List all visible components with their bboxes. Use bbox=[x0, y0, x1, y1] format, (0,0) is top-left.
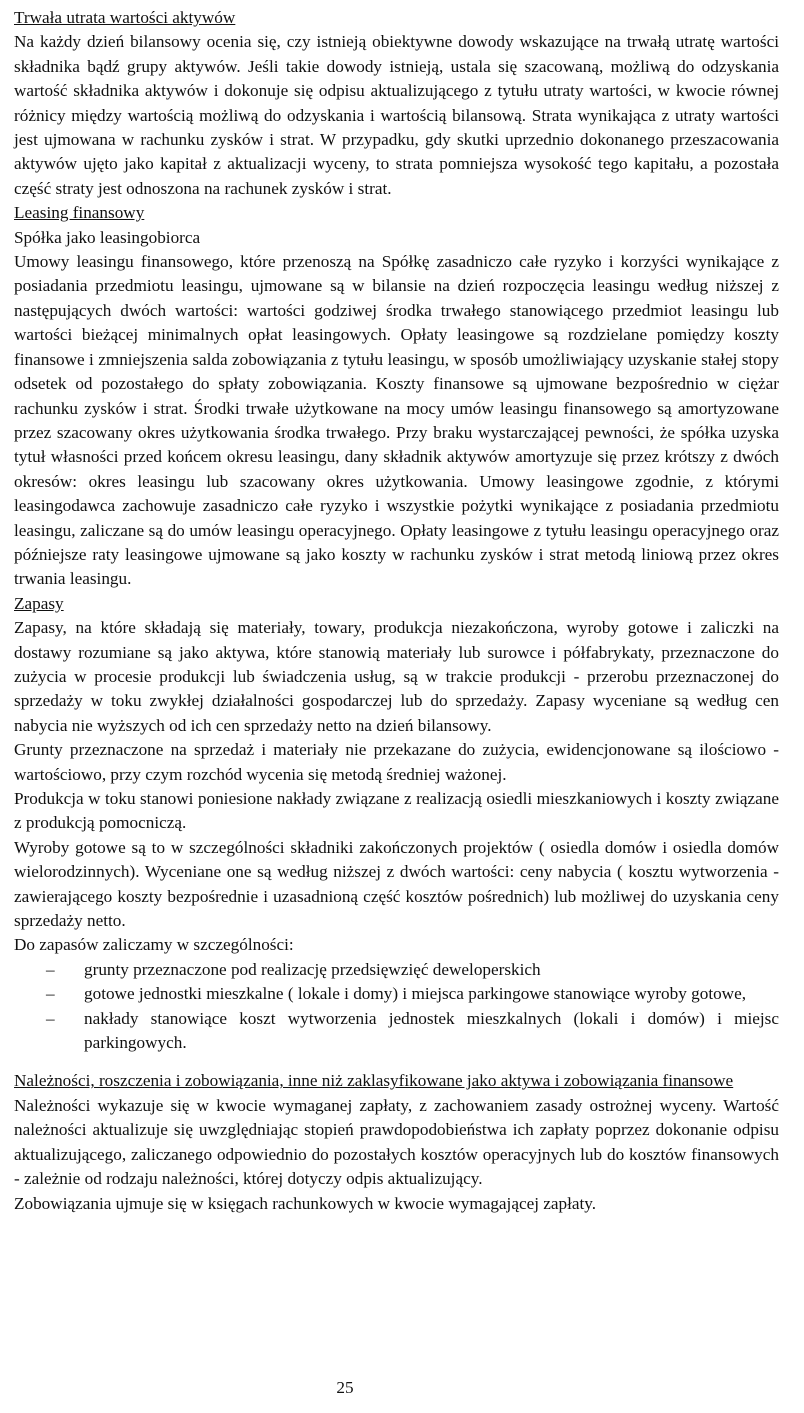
dash-bullet-icon: – bbox=[46, 984, 55, 1004]
page-number: 25 bbox=[336, 1378, 354, 1397]
paragraph-impairment: Na każdy dzień bilansowy ocenia się, czy istnieją obiektywne dowody wskazujące na trwałą utratę wartości składnika bądź grupy aktywów. Jeśli takie dowody istnieją, ustala się szacowaną, możliwą do odzyskania wartość składnika aktywów i dokonuje się odpisu aktualizującego z tytułu utraty wartości, w kwocie równej różnicy między wartością możliwą do odzyskania i wartością bilansową. Strata wynikająca z utraty wartości jest ujmowana w rachunku zysków i strat. W przypadku, gdy skutki uprzednio dokonanego przeszacowania aktywów ujęto jako kapitał z aktualizacji wyceny, to strata pomniejsza wysokość tego kapitału, a pozostała część straty jest odnoszona na rachunek zysków i strat. bbox=[14, 32, 779, 198]
section-heading-impairment: Trwała utrata wartości aktywów bbox=[14, 8, 236, 27]
list-item-text: gotowe jednostki mieszkalne ( lokale i domy) i miejsca parkingowe stanowiące wyroby gotowe, bbox=[84, 984, 747, 1004]
list-item bbox=[46, 958, 779, 982]
paragraph-receivables-2: Zobowiązania ujmuje się w księgach rachunkowych w kwocie wymagającej zapłaty. bbox=[14, 1193, 597, 1213]
paragraph-inventory-1: Zapasy, na które składają się materiały, towary, produkcja niezakończona, wyroby gotowe i zaliczki na dostawy rozumiane są jako aktywa, które stanowią materiały lub surowce i półfabrykaty, przeznaczone do zużycia w procesie produkcji lub świadczenia usług, są w trakcie produkcji - przerobu przeznaczonej do sprzedaży w toku zwykłej działalności gospodarczej lub do sprzedaży. Zapasy wyceniane są według cen nabycia nie wyższych od ich cen sprzedaży netto na dzień bilansowy. bbox=[14, 618, 779, 735]
dash-bullet-icon: – bbox=[46, 1008, 55, 1028]
paragraph-leasing: Umowy leasingu finansowego, które przenoszą na Spółkę zasadniczo całe ryzyko i korzyści wynikające z posiadania przedmiotu leasingu, ujmowane są w bilansie na dzień rozpoczęcia leasingu według niższej z następujących dwóch wartości: wartości godziwej środka trwałego stanowiącego przedmiot leasingu lub wartości bieżącej minimalnych opłat leasingowych. Opłaty leasingowe są rozdzielane pomiędzy koszty finansowe i zmniejszenia salda zobowiązania z tytułu leasingu, w sposób umożliwiający uzyskanie stałej stopy odsetek od pozostałego do spłaty zobowiązania. Koszty finansowe są ujmowane bezpośrednio w ciężar rachunku zysków i strat. Środki trwałe użytkowane na mocy umów leasingu finansowego są amortyzowane przez szacowany okres użytkowania środka trwałego. Przy braku wystarczającej pewności, że spółka uzyska tytuł własności przed końcem okresu leasingu, dany składnik aktywów amortyzuje się przez krótszy z dwóch okresów: okres leasingu lub szacowany okres użytkowania. Umowy leasingowe zgodnie, z którymi leasingodawca zachowuje zasadniczo całe ryzyko i wszystkie pożytki wynikające z posiadania przedmiotu leasingu, zaliczane są do umów leasingu operacyjnego. Opłaty leasingowe z tytułu leasingu operacyjnego oraz późniejsze raty leasingowe ujmowane są jako koszty w rachunku zysków i strat metodą liniową przez okres trwania leasingu. bbox=[14, 252, 779, 589]
paragraph-inventory-3: Produkcja w toku stanowi poniesione nakłady związane z realizacją osiedli mieszkaniowych i koszty związane z produkcją pomocniczą. bbox=[14, 789, 779, 833]
paragraph-inventory-5: Do zapasów zaliczamy w szczególności: bbox=[14, 935, 294, 955]
paragraph-receivables-1: Należności wykazuje się w kwocie wymaganej zapłaty, z zachowaniem zasady ostrożnej wyceny. Wartość należności aktualizuje się uwzględniając stopień prawdopodobieństwa ich zapłaty poprzez dokonanie odpisu aktualizującego, zaliczanego odpowiednio do pozostałych kosztów operacyjnych lub do kosztów finansowych - zależnie od rodzaju należności, której dotyczy odpis aktualizujący. bbox=[14, 1095, 779, 1189]
list-item bbox=[46, 1007, 779, 1056]
list-item bbox=[46, 982, 779, 1006]
paragraph-inventory-4: Wyroby gotowe są to w szczególności składniki zakończonych projektów ( osiedla domów i osiedla domów wielorodzinnych). Wyceniane one są według niższej z dwóch wartości: ceny nabycia ( kosztu wytworzenia - zawierającego koszty bezpośrednie i uzasadnioną część kosztów pośrednich) lub możliwej do uzyskania ceny sprzedaży netto. bbox=[14, 837, 779, 931]
spacer bbox=[14, 1055, 779, 1069]
section-heading-inventory: Zapasy bbox=[14, 593, 64, 613]
dash-bullet-icon: – bbox=[46, 959, 55, 979]
document-page bbox=[14, 6, 779, 1216]
inventory-list bbox=[14, 958, 779, 1056]
paragraph-inventory-2: Grunty przeznaczone na sprzedaż i materiały nie przekazane do zużycia, ewidencjonowane są ilościowo - wartościowo, przy czym rozchód wycenia się metodą średniej ważonej. bbox=[14, 740, 779, 784]
section-heading-receivables: Należności, roszczenia i zobowiązania, inne niż zaklasyfikowane jako aktywa i zobowiązania finansowe bbox=[14, 1071, 734, 1091]
list-item-text: grunty przeznaczone pod realizację przedsięwzięć deweloperskich bbox=[84, 959, 541, 979]
list-item-text: nakłady stanowiące koszt wytworzenia jednostek mieszkalnych (lokali i domów) i miejsc parkingowych. bbox=[84, 1008, 779, 1053]
subheading-lessee: Spółka jako leasingobiorca bbox=[14, 227, 201, 247]
section-heading-leasing: Leasing finansowy bbox=[14, 203, 145, 223]
